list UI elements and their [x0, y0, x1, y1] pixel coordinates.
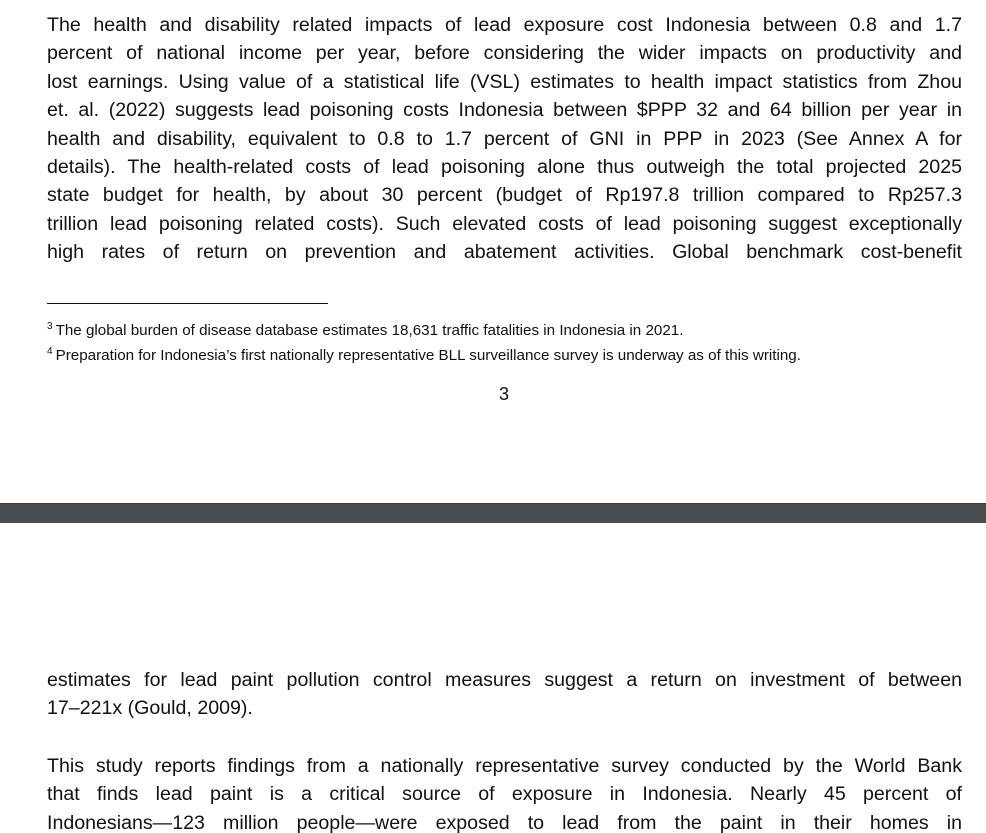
- footnote-3: [47, 317, 683, 341]
- footnote-text: Preparation for Indonesia’s first nationally representative BLL surveillance survey is underway as of this writing.: [55, 347, 801, 364]
- paragraph-line: The health and disability related impacts of lead exposure cost Indonesia between 0.8 and 1.7: [47, 14, 962, 36]
- paragraph-line: trillion lead poisoning related costs). Such elevated costs of lead poisoning suggest exceptionally: [47, 212, 962, 235]
- paragraph-line: that finds lead paint is a critical source of exposure in Indonesia. Nearly 45 percent of: [47, 783, 962, 806]
- footnote-marker: 3: [47, 321, 53, 332]
- footnote-text: The global burden of disease database estimates 18,631 traffic fatalities in Indonesia in 2021.: [55, 322, 684, 339]
- paragraph-line: 17–221x (Gould, 2009).: [47, 697, 253, 720]
- page-separator: [0, 503, 986, 523]
- paragraph-line: state budget for health, by about 30 percent (budget of Rp197.8 trillion compared to Rp257.3: [47, 184, 962, 207]
- paragraph-line: et. al. (2022) suggests lead poisoning costs Indonesia between $PPP 32 and 64 billion per year in: [47, 99, 962, 122]
- footnote-4: [47, 342, 801, 366]
- paragraph-line: estimates for lead paint pollution control measures suggest a return on investment of between: [47, 669, 962, 691]
- body-paragraph-lead-costs: [47, 11, 962, 267]
- footnote-separator: [47, 303, 328, 304]
- paragraph-line: lost earnings. Using value of a statistical life (VSL) estimates to health impact statistics from Zhou: [47, 70, 962, 93]
- paragraph-line: health and disability, equivalent to 0.8 to 1.7 percent of GNI in PPP in 2023 (See Annex A for: [47, 127, 962, 150]
- page-4: [0, 523, 986, 833]
- footnote-marker: 4: [47, 346, 53, 357]
- paragraph-line: high rates of return on prevention and abatement activities. Global benchmark cost-benefit: [47, 241, 962, 264]
- paragraph-line: This study reports findings from a nationally representative survey conducted by the World Bank: [47, 755, 962, 777]
- body-paragraph-study: [47, 752, 962, 833]
- page-number: 3: [498, 384, 509, 404]
- body-paragraph-roi: [47, 666, 962, 723]
- paragraph-line: Indonesians—123 million people—were exposed to lead from the paint in their homes in: [47, 811, 962, 833]
- paragraph-line: percent of national income per year, before considering the wider impacts on productivity and: [47, 42, 962, 65]
- paragraph-line: details). The health-related costs of lead poisoning alone thus outweigh the total projected 2025: [47, 155, 962, 178]
